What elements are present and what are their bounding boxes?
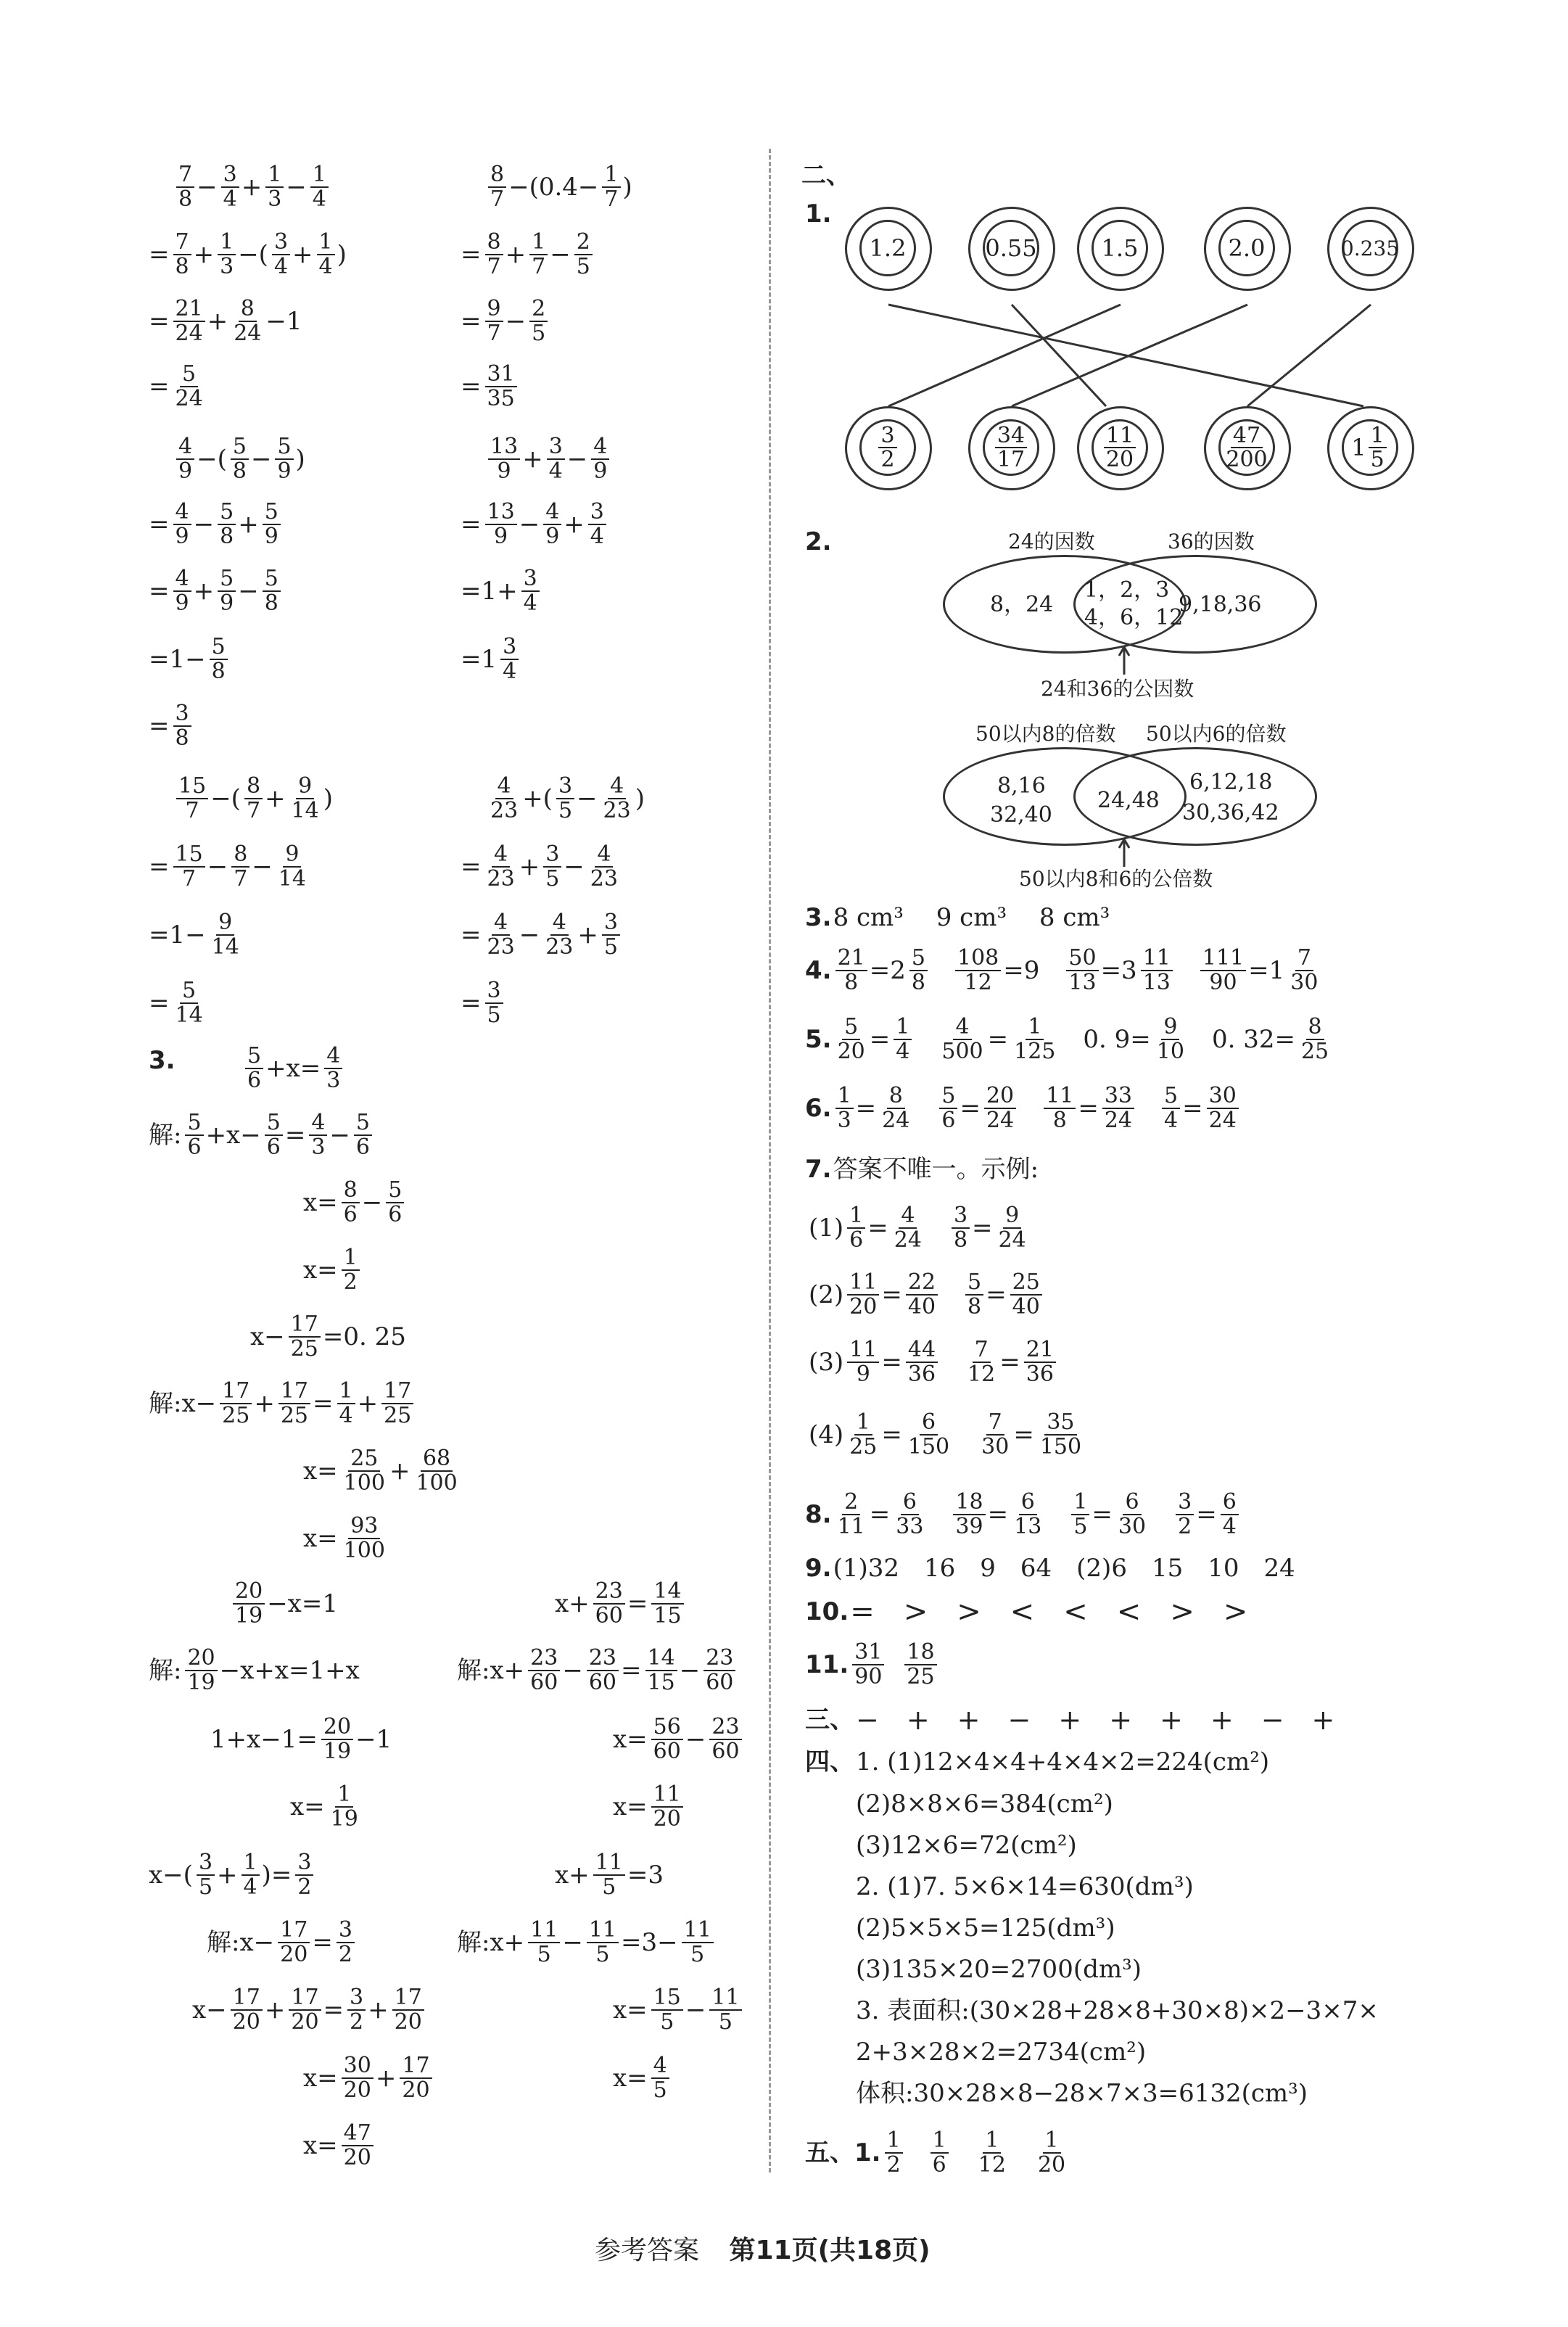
fraction: $\frac{5}{8}$ [218,501,236,548]
calc-line: = $\frac{5}{24}$ [149,363,207,410]
equation-step: 解: 5 6 +x− $\frac{5}{6}$ = $\frac{4}{3}$ − $\frac{5}{6}$ [149,1111,374,1158]
answer-line: (3) $\frac{11}{9}$ = $\frac{44}{36}$ $\frac{7}{12}$ = $\frac{21}{36}$ [809,1338,1058,1385]
equation: x+ $\frac{23}{60}$ = $\frac{14}{15}$ [555,1580,686,1627]
answer-line: (2)8×8×6=384(cm²) [856,1789,1113,1819]
fraction: $\frac{5}{8}$ [210,635,228,683]
fraction: $\frac{5}{6}$ [354,1111,372,1158]
question-number: 2. [805,527,832,556]
calc-line: 7 8 − $\frac{3}{4}$ + $\frac{1}{3}$ − $\frac{1}{4}$ [174,163,331,210]
equation-step: x= $\frac{8}{6}$ − $\frac{5}{6}$ [303,1179,406,1226]
fraction: $\frac{31}{35}$ [485,363,517,410]
fraction: $\frac{23}{60}$ [587,1647,619,1694]
fraction: $\frac{4}{23}$ [487,841,515,891]
calc-line: 13 9 + $\frac{3}{4}$ − $\frac{4}{9}$ [486,435,611,482]
fraction: $\frac{15}{5}$ [651,1986,683,2033]
lantern [1077,399,1164,508]
answer-line: 6. $\frac{1}{3}$ = $\frac{8}{24}$ $\frac{5}{6}$ = $\frac{20}{24}$ $\frac{11}{8}$ = $\frac{33}{24}$ $\frac{5}{4}$ = $\frac{30}{24}$ [805,1084,1241,1132]
fraction: 11 13 [1141,947,1173,994]
fraction: 15 7 [176,775,208,822]
fraction: 11 20 [1104,424,1136,471]
fraction: $\frac{13}{9}$ [485,501,517,548]
fraction: $\frac{17}{25}$ [381,1380,413,1427]
fraction: $\frac{3}{4}$ [221,163,239,210]
footer-ref: 参考答案 [595,2236,700,2265]
fraction: 4 9 [176,435,194,482]
fraction: $\frac{4}{5}$ [651,2054,669,2101]
fraction: $\frac{5}{6}$ [265,1111,283,1158]
fraction: $\frac{30}{24}$ [1207,1084,1239,1132]
answer-line: 4. $\frac{21}{8}$ =2 5 8 $\frac{108}{12}$ =9 $\frac{50}{13}$ =3 11 13 $\frac{111}{90}$ =1 7 30 [805,947,1322,994]
equation-step: x= $\frac{93}{100}$ [303,1515,389,1562]
fraction: $\frac{8}{24}$ [234,296,262,346]
fraction: $\frac{1}{4}$ [317,231,335,278]
fraction: $\frac{4}{9}$ [173,501,191,548]
lantern: 1 1 5 [1327,399,1414,508]
arrow-up-icon [1117,838,1131,867]
calc-line: = $\frac{21}{24}$ + $\frac{8}{24}$ −1 [149,296,302,346]
fraction: 5 6 [185,1111,203,1158]
fraction: $\frac{44}{36}$ [906,1338,938,1385]
fraction: 34 17 [995,424,1027,471]
fraction: $\frac{7}{8}$ [173,231,191,278]
calc-line: = $\frac{13}{9}$ − $\frac{4}{9}$ + $\frac{3}{4}$ [461,501,608,548]
fraction: $\frac{3}{4}$ [547,435,565,482]
fraction: $\frac{5}{8}$ [263,567,281,614]
fraction: $\frac{6}{33}$ [896,1489,924,1539]
question-number: 1. [805,199,832,228]
fraction: $\frac{14}{15}$ [651,1580,683,1627]
fraction: $\frac{6}{30}$ [1118,1489,1147,1539]
fraction: $\frac{8}{7}$ [485,231,503,278]
fraction: $\frac{14}{15}$ [645,1647,677,1694]
fraction: 1 12 [978,2128,1006,2178]
fraction: $\frac{5}{24}$ [175,361,203,411]
fraction: $\frac{23}{60}$ [528,1647,560,1694]
calc-line: = $\frac{3}{5}$ [461,979,506,1026]
calc-line: = $\frac{4}{23}$ + $\frac{3}{5}$ − $\frac{4}{23}$ [461,843,622,890]
venn-region: 8，24 [990,592,1054,617]
fraction: $\frac{1}{25}$ [849,1409,878,1459]
fraction: $\frac{47}{20}$ [342,2122,374,2169]
fraction: 1 20 [1037,2128,1066,2178]
fraction: $\frac{1}{2}$ [342,1246,360,1293]
fraction: $\frac{23}{60}$ [709,1716,741,1763]
equation: 5 6 +x= $\frac{4}{3}$ [243,1045,344,1092]
venn-caption: 50以内8和6的公倍数 [1019,867,1213,891]
calc-line: 15 7 −( 8 7 + $\frac{9}{14}$ ) [174,775,334,822]
fraction: $\frac{3}{2}$ [1176,1491,1194,1538]
answer-line: 11. 31 90 18 25 [805,1641,939,1688]
fraction: 3 5 [197,1851,215,1898]
answer-line: (2)5×5×5=125(dm³) [856,1914,1115,1943]
page-footer [595,2230,952,2267]
fraction: $\frac{3}{5}$ [602,911,620,958]
equation-step: x= $\frac{1}{2}$ [303,1246,362,1293]
fraction: 4 23 [490,773,519,823]
fraction: $\frac{8}{24}$ [882,1083,910,1133]
fraction: $\frac{1}{6}$ [847,1204,865,1251]
fraction: 7 8 [176,163,194,210]
fraction: $\frac{7}{12}$ [967,1337,996,1387]
answer-line: 体积:30×28×8−28×7×3=6132(cm³) [856,2079,1308,2108]
fraction: $\frac{4}{24}$ [894,1203,922,1253]
equation: x+ $\frac{11}{5}$ =3 [555,1850,664,1900]
venn-label: 24的因数 [1008,530,1095,553]
fraction: 5 6 [245,1045,263,1092]
fraction: $\frac{8}{25}$ [1300,1014,1329,1064]
lantern: 1.5 [1077,199,1164,308]
venn-region: 32,40 [990,802,1052,828]
fraction: $\frac{3}{4}$ [521,567,540,614]
fraction: $\frac{17}{25}$ [278,1380,310,1427]
answer-line: 5. $\frac{5}{20}$ = $\frac{1}{4}$ $\frac{4}{500}$ = $\frac{1}{125}$ 0. 9= $\frac{9}{10}$ 0. 32= $\frac{8}{25}$ [805,1016,1333,1063]
answer-line: (2) $\frac{11}{20}$ = $\frac{22}{40}$ $\frac{5}{8}$ = $\frac{25}{40}$ [809,1271,1044,1318]
fraction: 18 25 [904,1641,936,1688]
fraction: $\frac{108}{12}$ [955,947,1001,994]
fraction: $\frac{1}{3}$ [265,163,284,210]
fraction: $\frac{6}{4}$ [1221,1491,1239,1538]
fraction: $\frac{50}{13}$ [1066,947,1098,994]
calc-line: = $\frac{3}{8}$ [149,702,194,749]
answer-line: (3)12×6=72(cm²) [856,1831,1077,1860]
answer-line: 三、 − + + − + + + + − + [805,1704,1335,1736]
fraction: $\frac{35}{150}$ [1039,1409,1082,1459]
fraction: 3 5 [556,775,574,822]
fraction: $\frac{7}{30}$ [981,1409,1010,1459]
fraction: $\frac{2}{11}$ [837,1489,865,1539]
fraction: $\frac{9}{10}$ [1156,1014,1184,1064]
equation-step: 解: 20 19 −x+x=1+x [149,1645,360,1695]
fraction: $\frac{111}{90}$ [1200,947,1246,994]
fraction: $\frac{2}{5}$ [574,231,593,278]
fraction: $\frac{11}{5}$ [682,1919,714,1966]
fraction: $\frac{4}{500}$ [941,1014,983,1064]
calc-line: =1 3 4 [461,635,521,683]
fraction: $\frac{22}{40}$ [906,1271,938,1318]
fraction: $\frac{5}{9}$ [275,435,293,482]
question-number: 3. [149,1046,176,1075]
fraction: $\frac{1}{4}$ [242,1851,260,1898]
section-heading: 二、 [801,161,851,190]
answer-line: 四、 1. (1)12×4×4+4×4×2=224(cm²) [805,1747,1270,1776]
equation-step: 1+x−1= $\frac{20}{19}$ −1 [210,1714,392,1764]
answer-line: 2. (1)7. 5×6×14=630(dm³) [856,1872,1194,1901]
calc-line: = $\frac{4}{23}$ − $\frac{4}{23}$ + $\frac{3}{5}$ [461,911,622,958]
fraction: 13 9 [488,435,520,482]
venn-label: 50以内8的倍数 [975,722,1116,746]
lantern: 1.2 [845,199,932,308]
fraction: 47 200 [1226,422,1268,472]
equation-step: x= $\frac{25}{100}$ + $\frac{68}{100}$ [303,1447,462,1494]
fraction: $\frac{3}{8}$ [173,702,191,749]
fraction: $\frac{3}{4}$ [588,501,606,548]
page-number: 第11页(共18页) [729,2236,931,2265]
fraction: $\frac{3}{2}$ [295,1851,313,1898]
answer-line: 3. 8 cm³ 9 cm³ 8 cm³ [805,903,1110,932]
fraction: $\frac{1}{4}$ [337,1380,355,1427]
fraction: $\frac{5}{6}$ [386,1179,404,1226]
equation-step: x= $\frac{11}{20}$ [613,1783,685,1830]
lantern: 0.235 [1327,199,1414,308]
fraction: $\frac{1}{7}$ [602,163,620,210]
fraction: $\frac{5}{4}$ [1162,1084,1180,1132]
fraction: 31 90 [852,1641,884,1688]
fraction: $\frac{4}{9}$ [173,567,191,614]
fraction: $\frac{2}{5}$ [529,297,548,345]
fraction: 1 5 [1369,424,1387,471]
calc-line: 8 7 −(0.4− $\frac{1}{7}$ ) [486,163,634,210]
equation-step: x= $\frac{30}{20}$ + $\frac{17}{20}$ [303,2054,434,2101]
fraction: $\frac{25}{100}$ [343,1446,385,1496]
fraction: 3 2 [878,424,896,471]
fraction: $\frac{11}{5}$ [709,1986,741,2033]
fraction: $\frac{3}{2}$ [337,1919,355,1966]
equation: 20 19 −x=1 [231,1580,339,1627]
fraction: $\frac{1}{7}$ [529,231,548,278]
fraction: $\frac{11}{5}$ [587,1919,619,1966]
fraction: 5 8 [231,435,249,482]
fraction: 8 7 [488,163,506,210]
fraction: $\frac{4}{23}$ [603,773,631,823]
fraction: $\frac{6}{13}$ [1014,1489,1042,1539]
fraction: $\frac{5}{14}$ [175,978,203,1028]
calc-line: = $\frac{4}{9}$ + $\frac{5}{9}$ − $\frac{5}{8}$ [149,567,283,614]
fraction: $\frac{3}{2}$ [347,1986,366,2033]
venn-region: 1，2，3 [1084,577,1170,603]
fraction: $\frac{17}{20}$ [392,1986,424,2033]
fraction: $\frac{3}{5}$ [485,979,503,1026]
fraction: $\frac{30}{20}$ [342,2054,374,2101]
fraction: $\frac{4}{23}$ [545,910,574,960]
fraction: $\frac{4}{3}$ [324,1045,342,1092]
calc-line: = $\frac{8}{7}$ + $\frac{1}{7}$ − $\frac{2}{5}$ [461,231,595,278]
fraction: $\frac{9}{24}$ [998,1203,1026,1253]
fraction: 8 7 [244,775,263,822]
fraction: $\frac{17}{25}$ [220,1380,252,1427]
fraction: $\frac{17}{20}$ [231,1986,263,2033]
equation-step: x− $\frac{17}{20}$ + $\frac{17}{20}$ = $\frac{3}{2}$ + $\frac{17}{20}$ [192,1986,426,2033]
answer-line: (1) $\frac{1}{6}$ = $\frac{4}{24}$ $\frac{3}{8}$ = $\frac{9}{24}$ [809,1204,1031,1251]
equation-step: 解:x+ $\frac{23}{60}$ − $\frac{23}{60}$ = $\frac{14}{15}$ − $\frac{23}{60}$ [457,1647,738,1694]
fraction: $\frac{4}{9}$ [591,435,609,482]
fraction: $\frac{23}{60}$ [703,1647,735,1694]
calc-line: =1+ $\frac{3}{4}$ [461,567,542,614]
fraction: $\frac{1}{3}$ [218,231,236,278]
calc-line: 4 23 +( 3 5 − $\frac{4}{23}$ ) [486,775,646,822]
fraction: $\frac{18}{39}$ [953,1491,985,1538]
calc-line: =1− $\frac{5}{8}$ [149,635,230,683]
fraction: $\frac{8}{7}$ [231,843,249,890]
calc-line: =1− $\frac{9}{14}$ [149,911,244,958]
fraction: $\frac{1}{3}$ [835,1084,854,1132]
calc-line: = $\frac{5}{14}$ [149,979,207,1026]
fraction: 1 2 [885,2129,903,2176]
equation-step: 解:x− $\frac{17}{25}$ + $\frac{17}{25}$ = $\frac{1}{4}$ + $\frac{17}{25}$ [149,1380,416,1427]
fraction: $\frac{21}{8}$ [835,947,867,994]
fraction: $\frac{8}{6}$ [342,1179,360,1226]
venn-region: 30,36,42 [1182,800,1279,825]
fraction: $\frac{5}{9}$ [263,501,281,548]
fraction: $\frac{9}{14}$ [211,910,239,960]
fraction: $\frac{11}{5}$ [528,1919,560,1966]
equation-step: x= $\frac{47}{20}$ [303,2122,376,2169]
fraction: $\frac{11}{20}$ [651,1783,683,1830]
fraction: $\frac{1}{4}$ [310,163,329,210]
fraction: $\frac{4}{23}$ [487,910,515,960]
calc-line: = $\frac{31}{35}$ [461,363,519,410]
fraction: $\frac{21}{36}$ [1024,1338,1056,1385]
fraction: $\frac{9}{14}$ [291,773,319,823]
fraction: $\frac{25}{40}$ [1010,1271,1042,1318]
fraction: 20 19 [233,1580,265,1627]
venn-region: 6,12,18 [1189,770,1273,795]
lantern [1204,399,1291,508]
fraction: $\frac{11}{5}$ [593,1851,625,1898]
fraction: $\frac{5}{6}$ [939,1084,957,1132]
fraction: $\frac{20}{19}$ [321,1716,353,1763]
venn-region: 8,16 [997,773,1046,799]
equation-step: 解:x− $\frac{17}{20}$ = $\frac{3}{2}$ [207,1919,357,1966]
equation-step: 解:x+ $\frac{11}{5}$ − $\frac{11}{5}$ =3− $\frac{11}{5}$ [457,1919,716,1966]
equation-step: x= $\frac{56}{60}$ − $\frac{23}{60}$ [613,1716,744,1763]
equation-step: x= $\frac{4}{5}$ [613,2054,672,2101]
fraction: $\frac{93}{100}$ [343,1513,385,1563]
fraction: $\frac{17}{20}$ [289,1986,321,2033]
fraction: $\frac{20}{24}$ [984,1084,1016,1132]
fraction: 20 19 [185,1647,217,1694]
answer-line: 9. (1)32 16 9 64 (2)6 15 10 24 [805,1554,1295,1583]
venn-region: 4，6，12 [1084,605,1184,630]
equation-step: x= $\frac{15}{5}$ − $\frac{11}{5}$ [613,1986,744,2033]
equation: x− $\frac{17}{25}$ =0. 25 [250,1311,406,1362]
answer-line: 3. 表面积:(30×28+28×8+30×8)×2−3×7× [856,1996,1379,2025]
fraction: $\frac{1}{19}$ [330,1782,358,1832]
fraction: $\frac{9}{7}$ [485,297,503,345]
fraction: $\frac{11}{20}$ [847,1271,879,1318]
fraction: $\frac{6}{150}$ [907,1409,950,1459]
fraction: 7 30 [1290,945,1319,995]
lantern [968,399,1055,508]
fraction: $\frac{5}{9}$ [218,567,236,614]
lantern: 0.55 [968,199,1055,308]
fraction: $\frac{4}{3}$ [309,1111,327,1158]
calc-line: = $\frac{15}{7}$ − $\frac{8}{7}$ − $\frac{9}{14}$ [149,843,310,890]
equation-step: x= $\frac{1}{19}$ [290,1783,363,1830]
fraction: $\frac{1}{5}$ [1071,1491,1089,1538]
venn-region: 24,48 [1097,788,1160,813]
calc-line: = $\frac{9}{7}$ − $\frac{2}{5}$ [461,297,550,345]
fraction: $\frac{21}{24}$ [173,297,205,345]
fraction: $\frac{68}{100}$ [416,1446,458,1496]
venn-label: 36的因数 [1168,530,1255,553]
arrow-up-icon [1117,646,1131,675]
venn-caption: 24和36的公因数 [1041,677,1194,701]
fraction: $\frac{15}{7}$ [173,843,205,890]
fraction: $\frac{23}{60}$ [593,1580,625,1627]
fraction: $\frac{5}{20}$ [837,1014,865,1064]
venn-label: 50以内6的倍数 [1146,722,1287,746]
answer-line: (3)135×20=2700(dm³) [856,1955,1142,1984]
fraction: $\frac{1}{4}$ [894,1016,912,1063]
fraction: $\frac{3}{5}$ [543,843,561,890]
venn-region: 9,18,36 [1179,592,1262,617]
fraction: $\frac{17}{20}$ [400,2054,432,2101]
fraction: 3 4 [500,635,519,683]
fraction: $\frac{5}{8}$ [965,1271,983,1318]
fraction: $\frac{56}{60}$ [651,1716,683,1763]
fraction: $\frac{11}{8}$ [1044,1084,1076,1132]
fraction: $\frac{4}{23}$ [590,841,618,891]
answer-line: 五、1. 1 2 1 6 1 12 1 20 [805,2129,1070,2176]
fraction: 3 4 [272,231,290,278]
lantern [845,399,932,508]
fraction: $\frac{11}{9}$ [847,1338,879,1385]
fraction: $\frac{33}{24}$ [1102,1084,1134,1132]
answer-line: 8. $\frac{2}{11}$ = $\frac{6}{33}$ $\frac{18}{39}$ = $\frac{6}{13}$ $\frac{1}{5}$ = $\frac{6}{30}$ $\frac{3}{2}$ = $\frac{6}{4}$ [805,1491,1241,1538]
fraction: 1 6 [931,2129,949,2176]
answer-line: 2+3×28×2=2734(cm²) [856,2038,1147,2067]
calc-line: = $\frac{7}{8}$ + $\frac{1}{3}$ −( 3 4 + $\frac{1}{4}$ ) [149,229,347,279]
fraction: $\frac{3}{8}$ [952,1204,970,1251]
fraction: $\frac{9}{14}$ [278,841,306,891]
lantern: 2.0 [1204,199,1291,308]
fraction: $\frac{17}{25}$ [289,1313,321,1360]
fraction: $\frac{1}{125}$ [1014,1014,1056,1064]
fraction: $\frac{17}{20}$ [278,1919,310,1966]
answer-line: 10. = > > < < < > > [805,1595,1248,1628]
fraction: 5 8 [909,947,928,994]
equation: x−( 3 5 + $\frac{1}{4}$ )= $\frac{3}{2}$ [149,1851,315,1898]
answer-line: 7. 答案不唯一。示例: [805,1155,1039,1184]
matching-lines [0,0,1568,653]
calc-line: 4 9 −( 5 8 − $\frac{5}{9}$ ) [174,435,307,482]
fraction: $\frac{4}{9}$ [543,501,561,548]
answer-line: (4) $\frac{1}{25}$ = $\frac{6}{150}$ $\frac{7}{30}$ = $\frac{35}{150}$ [809,1411,1086,1458]
calc-line: = $\frac{4}{9}$ − $\frac{5}{8}$ + $\frac{5}{9}$ [149,501,283,548]
